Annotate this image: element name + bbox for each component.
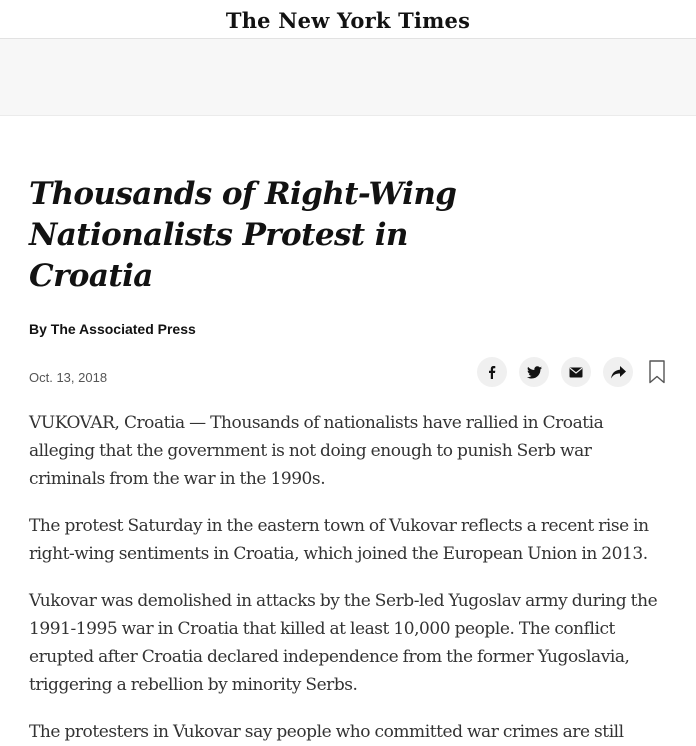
twitter-share-button[interactable]: [519, 357, 549, 387]
article-body: [29, 409, 667, 746]
meta-row: [29, 357, 667, 387]
email-share-button[interactable]: [561, 357, 591, 387]
twitter-icon: [527, 366, 542, 379]
bookmark-icon: [649, 360, 665, 384]
article-paragraph: The protesters in Vukovar say people who committed war crimes are still: [29, 722, 624, 742]
byline: By The Associated Press: [29, 321, 196, 337]
more-share-button[interactable]: [603, 357, 633, 387]
article-paragraph: Vukovar was demolished in attacks by the Serb-led Yugoslav army during the 1991-1995 war in Croatia that killed at least 10,000 people. The conflict erupted after Croatia declared independence from the former Yugoslavia, triggering a rebellion by minority Serbs.: [29, 591, 658, 695]
facebook-share-button[interactable]: [477, 357, 507, 387]
email-icon: [569, 367, 583, 378]
publish-date: Oct. 13, 2018: [29, 369, 108, 385]
headline-line-2: Nationalists Protest in Croatia: [29, 217, 408, 294]
facebook-icon: [485, 365, 499, 379]
share-tools: [477, 357, 669, 387]
article-paragraph: The protest Saturday in the eastern town of Vukovar reflects a recent rise in right-wing sentiments in Croatia, which joined the European Union in 2013.: [29, 516, 649, 564]
masthead: [0, 0, 696, 39]
article: [0, 174, 696, 746]
nyt-logo[interactable]: The New York Times: [225, 7, 471, 33]
article-paragraph: VUKOVAR, Croatia — Thousands of nationalists have rallied in Croatia alleging that the government is not doing enough to punish Serb war criminals from the war in the 1990s.: [29, 413, 604, 489]
share-arrow-icon: [611, 366, 626, 379]
save-bookmark-button[interactable]: [645, 357, 669, 387]
article-headline: [29, 174, 459, 297]
ad-banner-placeholder: [0, 39, 696, 116]
headline-line-1: Thousands of Right-Wing: [29, 176, 457, 212]
